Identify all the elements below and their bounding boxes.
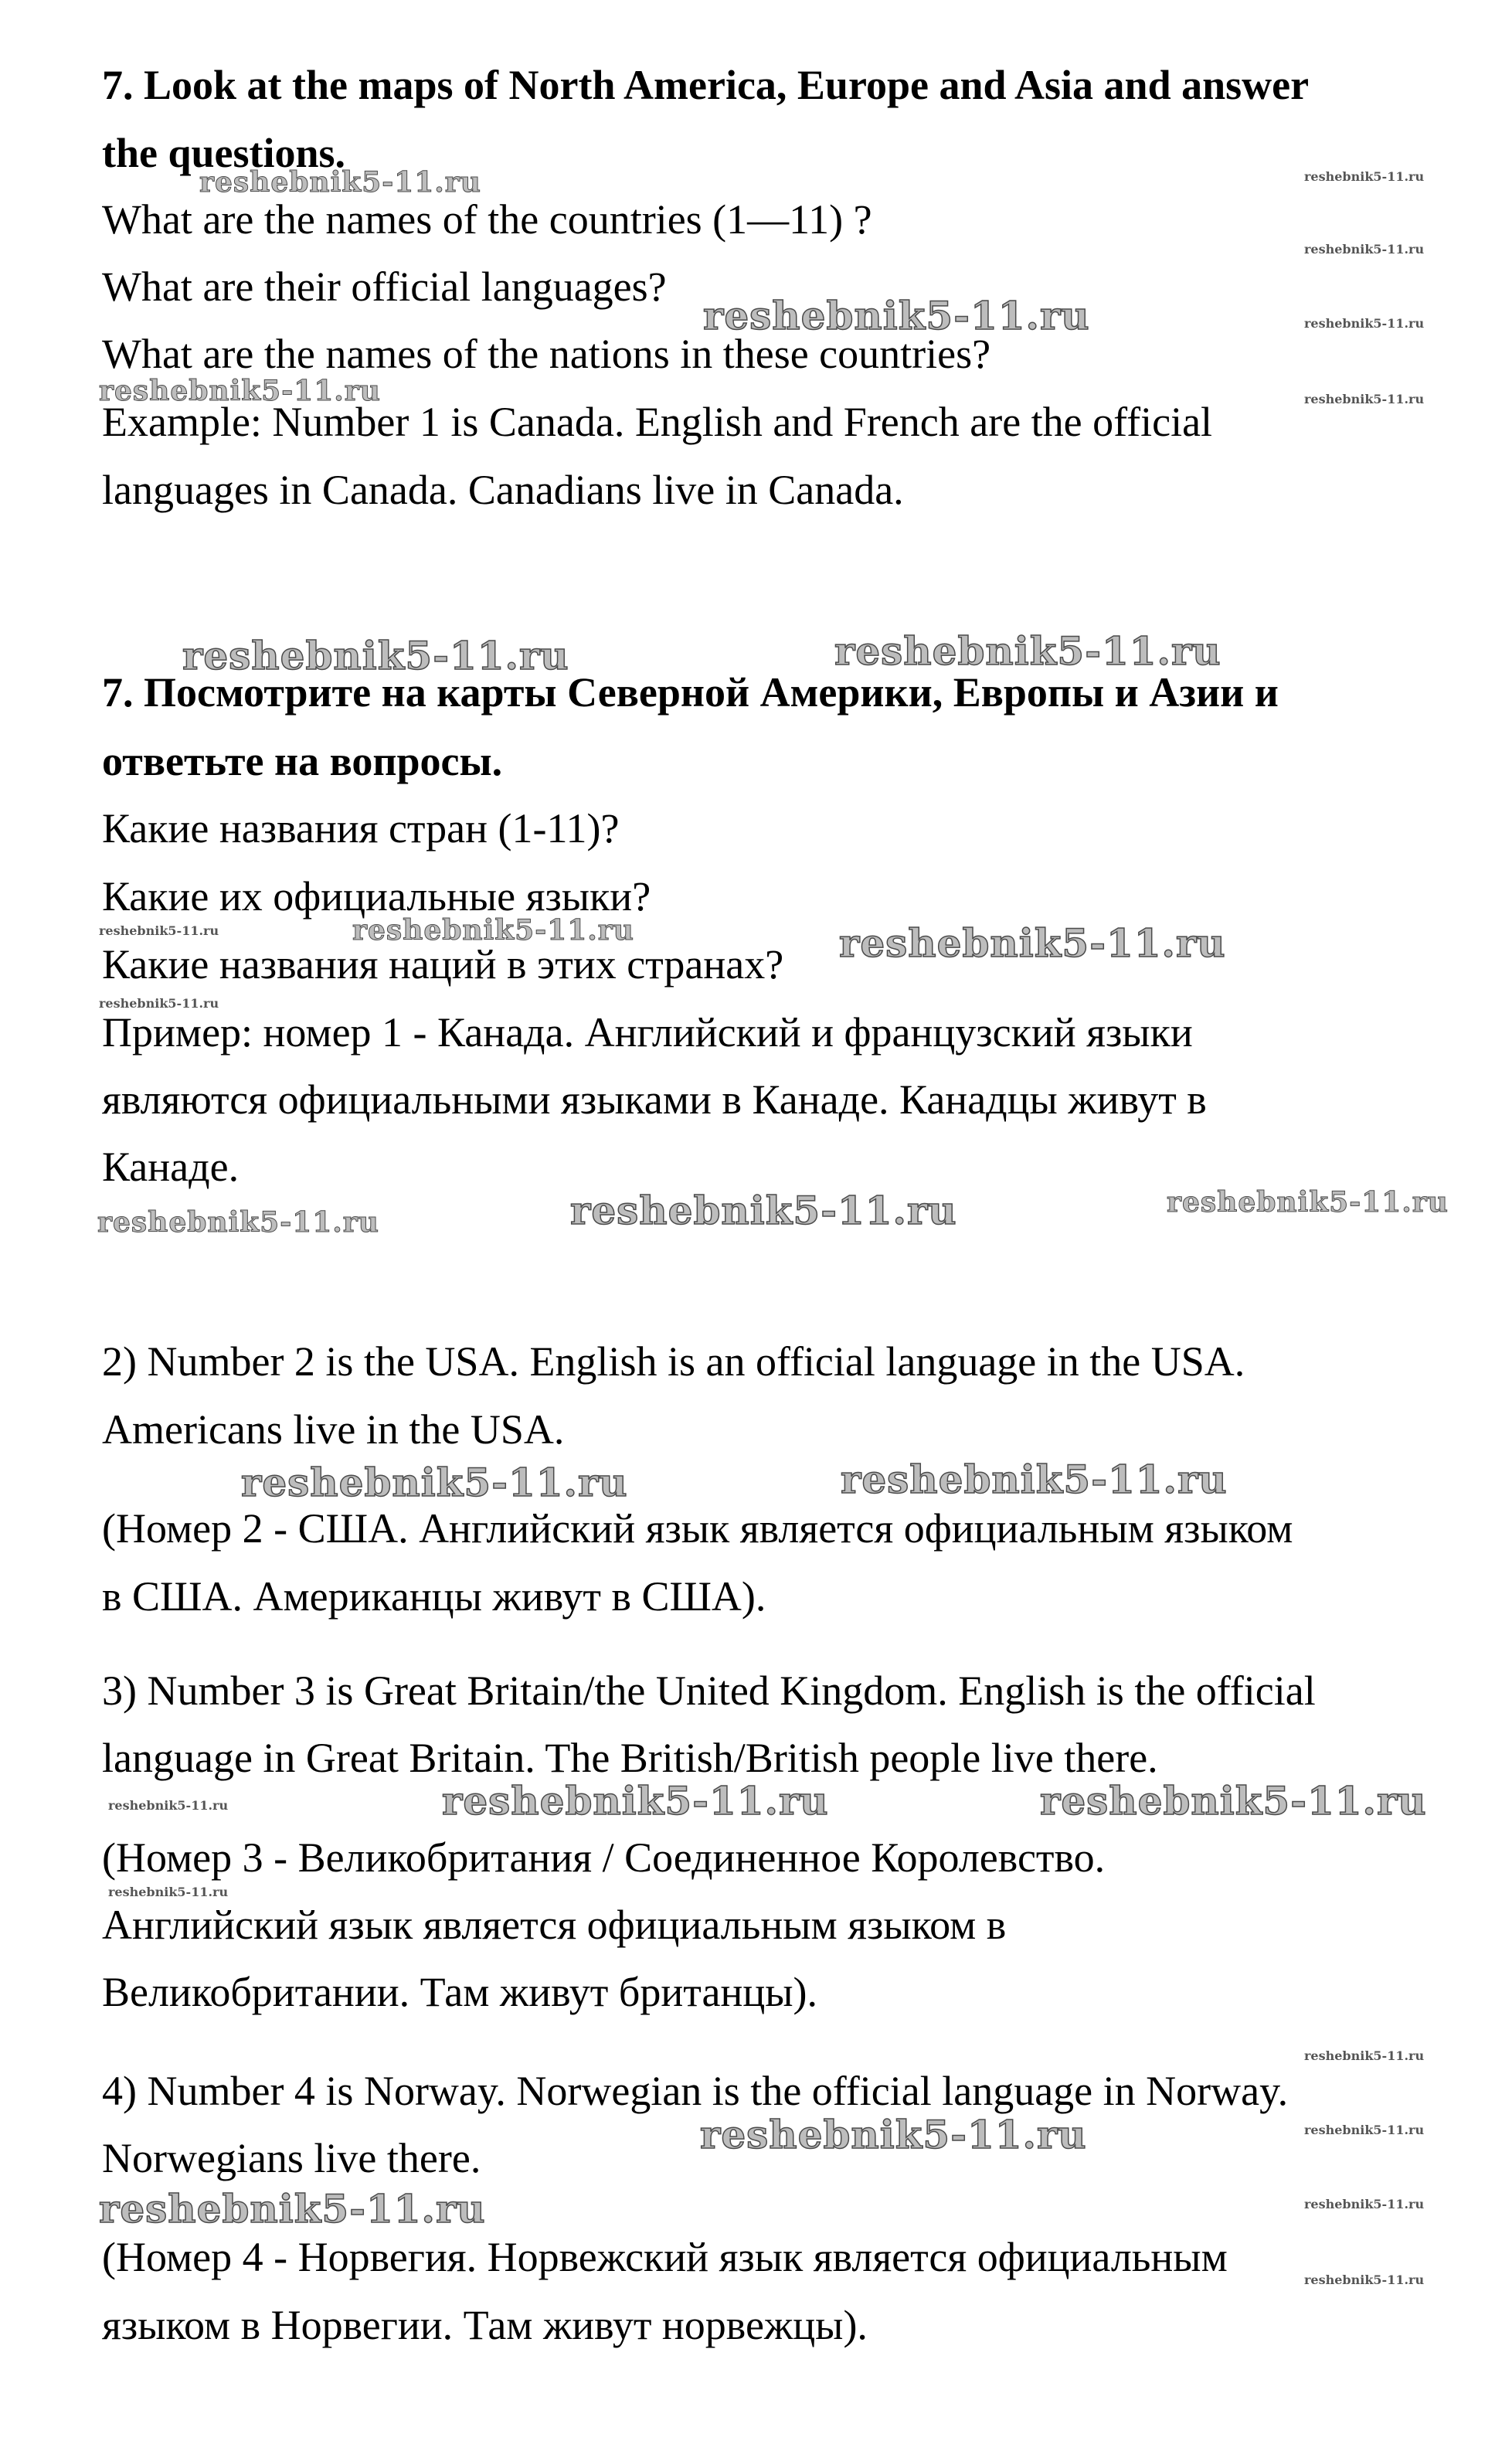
watermark: reshebnik5-11.ru — [241, 1460, 628, 1505]
watermark: reshebnik5-11.ru — [1304, 316, 1425, 331]
example-en-line-1: Example: Number 1 is Canada. English and French are the official — [102, 399, 1213, 445]
watermark: reshebnik5-11.ru — [1304, 2273, 1425, 2287]
question-1-en: What are the names of the countries (1—11) ? — [102, 196, 872, 243]
watermark: reshebnik5-11.ru — [834, 628, 1221, 674]
answer-4-en-line-2: Norwegians live there. — [102, 2135, 481, 2181]
example-ru-line-1: Пример: номер 1 - Канада. Английский и французский языки — [102, 1009, 1193, 1056]
watermark: reshebnik5-11.ru — [1304, 2197, 1425, 2211]
watermark: reshebnik5-11.ru — [1304, 392, 1425, 406]
task-heading-en-cont: the questions. — [102, 130, 346, 176]
question-2-ru: Какие их официальные языки? — [102, 873, 651, 920]
watermark: reshebnik5-11.ru — [97, 1206, 379, 1239]
task-heading-en: 7. Look at the maps of North America, Europe and Asia and answer — [102, 62, 1310, 108]
answer-2-en-line-1: 2) Number 2 is the USA. English is an official language in the USA. — [102, 1338, 1245, 1385]
watermark: reshebnik5-11.ru — [99, 2186, 486, 2232]
answer-4-en-line-1: 4) Number 4 is Norway. Norwegian is the official language in Norway. — [102, 2068, 1289, 2114]
answer-4-ru-line-1: (Номер 4 - Норвегия. Норвежский язык является официальным — [102, 2234, 1228, 2280]
question-3-ru: Какие названия наций в этих странах? — [102, 941, 784, 988]
watermark: reshebnik5-11.ru — [839, 920, 1226, 966]
watermark: reshebnik5-11.ru — [99, 996, 219, 1011]
watermark: reshebnik5-11.ru — [703, 293, 1090, 338]
example-ru-line-2: являются официальными языками в Канаде. Канадцы живут в — [102, 1076, 1207, 1123]
watermark: reshebnik5-11.ru — [99, 375, 381, 407]
watermark: reshebnik5-11.ru — [1304, 2048, 1425, 2063]
answer-3-ru-line-1: (Номер 3 - Великобритания / Соединенное Королевство. — [102, 1834, 1106, 1881]
task-heading-ru-cont: ответьте на вопросы. — [102, 738, 503, 784]
question-2-en: What are their official languages? — [102, 263, 667, 310]
example-ru-line-3: Канаде. — [102, 1144, 240, 1190]
watermark: reshebnik5-11.ru — [108, 1798, 229, 1813]
watermark: reshebnik5-11.ru — [700, 2112, 1087, 2157]
watermark: reshebnik5-11.ru — [1304, 2123, 1425, 2137]
watermark: reshebnik5-11.ru — [570, 1188, 957, 1233]
watermark: reshebnik5-11.ru — [1167, 1186, 1449, 1219]
answer-4-ru-line-2: языком в Норвегии. Там живут норвежцы). — [102, 2302, 868, 2348]
answer-3-en-line-2: language in Great Britain. The British/British people live there. — [102, 1735, 1158, 1781]
watermark: reshebnik5-11.ru — [199, 166, 481, 199]
watermark: reshebnik5-11.ru — [1040, 1778, 1427, 1824]
answer-2-en-line-2: Americans live in the USA. — [102, 1406, 565, 1453]
watermark: reshebnik5-11.ru — [99, 923, 219, 938]
example-en-line-2: languages in Canada. Canadians live in Canada. — [102, 467, 904, 513]
answer-3-en-line-1: 3) Number 3 is Great Britain/the United Kingdom. English is the official — [102, 1667, 1316, 1714]
watermark: reshebnik5-11.ru — [352, 914, 634, 947]
answer-2-ru-line-1: (Номер 2 - США. Английский язык является официальным языком — [102, 1505, 1293, 1552]
watermark: reshebnik5-11.ru — [841, 1457, 1228, 1502]
watermark: reshebnik5-11.ru — [182, 633, 569, 678]
watermark: reshebnik5-11.ru — [1304, 169, 1425, 184]
question-3-en: What are the names of the nations in these countries? — [102, 331, 991, 377]
question-1-ru: Какие названия стран (1-11)? — [102, 805, 620, 852]
answer-3-ru-line-3: Великобритании. Там живут британцы). — [102, 1969, 818, 2015]
answer-2-ru-line-2: в США. Американцы живут в США). — [102, 1573, 766, 1620]
watermark: reshebnik5-11.ru — [442, 1778, 829, 1824]
task-heading-ru: 7. Посмотрите на карты Северной Америки, Европы и Азии и — [102, 669, 1279, 716]
watermark: reshebnik5-11.ru — [108, 1885, 229, 1899]
answer-3-ru-line-2: Английский язык является официальным языком в — [102, 1902, 1007, 1948]
watermark: reshebnik5-11.ru — [1304, 242, 1425, 257]
